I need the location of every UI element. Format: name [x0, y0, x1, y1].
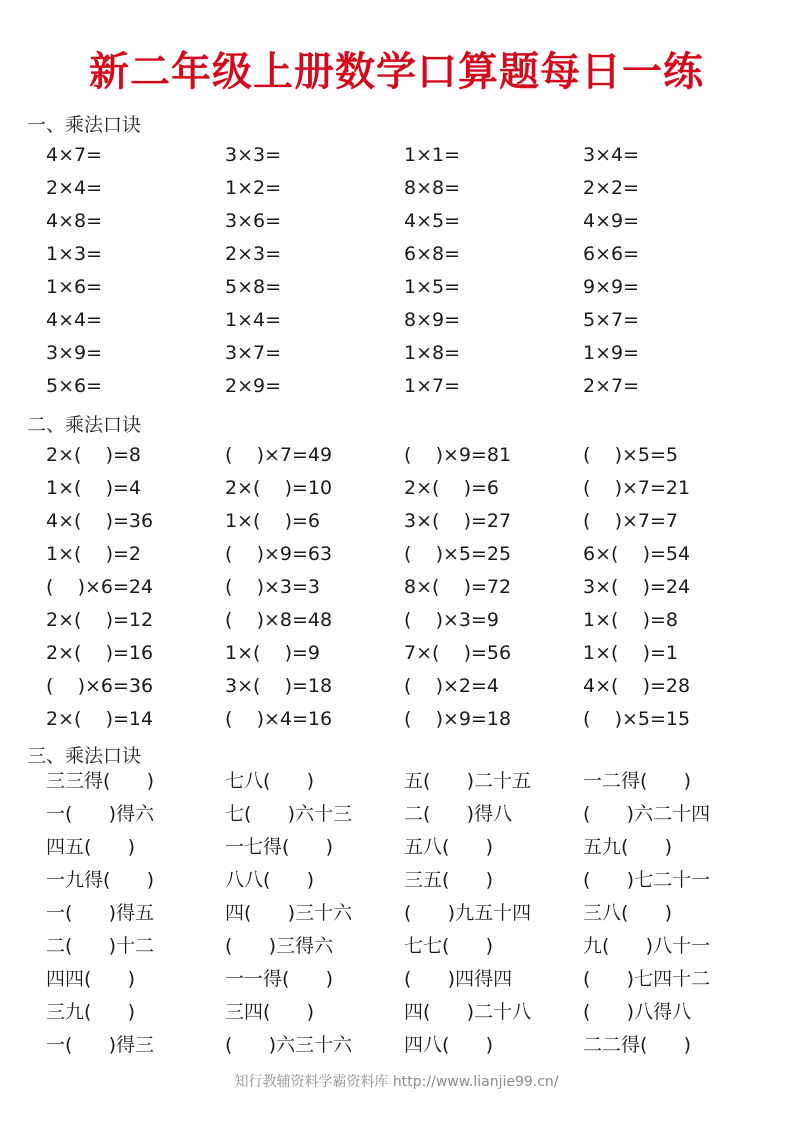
- problem-cell: 3×( )=27: [404, 510, 512, 532]
- problem-cell: 3×6=: [225, 210, 282, 232]
- problem-cell: 七八( ): [225, 770, 315, 792]
- problem-cell: 1×9=: [583, 342, 640, 364]
- problem-cell: 九( )八十一: [583, 935, 711, 957]
- problem-cell: 二( )十二: [46, 935, 155, 957]
- problem-cell: 七( )六十三: [225, 803, 353, 825]
- problem-cell: 七七( ): [404, 935, 494, 957]
- problem-cell: ( )三得六: [225, 935, 334, 957]
- problem-cell: 1×( )=8: [583, 609, 678, 631]
- problem-cell: 6×6=: [583, 243, 640, 265]
- problem-cell: 一九得( ): [46, 869, 155, 891]
- problem-cell: 四八( ): [404, 1034, 494, 1056]
- problem-cell: 三四( ): [225, 1001, 315, 1023]
- problem-cell: 1×( )=6: [225, 510, 320, 532]
- problem-cell: 9×9=: [583, 276, 640, 298]
- problem-cell: 8×8=: [404, 177, 461, 199]
- problem-cell: 二( )得八: [404, 803, 513, 825]
- problem-cell: 4×4=: [46, 309, 103, 331]
- problem-cell: 三五( ): [404, 869, 494, 891]
- problem-cell: 五九( ): [583, 836, 673, 858]
- problem-cell: ( )×3=3: [225, 576, 320, 598]
- problem-cell: ( )×8=48: [225, 609, 333, 631]
- problem-cell: 4×7=: [46, 144, 103, 166]
- problem-cell: ( )×7=7: [583, 510, 678, 532]
- problem-cell: 3×3=: [225, 144, 282, 166]
- problem-cell: 1×2=: [225, 177, 282, 199]
- problem-cell: 三九( ): [46, 1001, 136, 1023]
- problem-cell: 三三得( ): [46, 770, 155, 792]
- problem-cell: 8×9=: [404, 309, 461, 331]
- problem-cell: ( )×5=5: [583, 444, 678, 466]
- problem-cell: 5×8=: [225, 276, 282, 298]
- problem-cell: 4×( )=36: [46, 510, 154, 532]
- section-2-heading: 二、乘法口诀: [27, 414, 142, 436]
- problem-cell: 2×7=: [583, 375, 640, 397]
- problem-cell: 三八( ): [583, 902, 673, 924]
- section-3-grid: [46, 765, 786, 1062]
- problem-cell: ( )八得八: [583, 1001, 692, 1023]
- problem-cell: 1×8=: [404, 342, 461, 364]
- problem-cell: ( )×7=49: [225, 444, 333, 466]
- problem-cell: 一二得( ): [583, 770, 692, 792]
- problem-cell: 1×1=: [404, 144, 461, 166]
- section-1-grid: [46, 139, 786, 403]
- problem-cell: 五( )二十五: [404, 770, 532, 792]
- problem-cell: 1×7=: [404, 375, 461, 397]
- section-2-grid: [46, 439, 786, 736]
- problem-cell: ( )六三十六: [225, 1034, 353, 1056]
- problem-cell: 2×( )=6: [404, 477, 499, 499]
- problem-cell: ( )六二十四: [583, 803, 711, 825]
- problem-cell: 一( )得六: [46, 803, 155, 825]
- footer-watermark: 知行教辅资料学霸资料库 http://www.lianjie99.cn/: [234, 1074, 559, 1090]
- problem-cell: 一( )得五: [46, 902, 155, 924]
- problem-cell: 二二得( ): [583, 1034, 692, 1056]
- problem-cell: 7×( )=56: [404, 642, 512, 664]
- problem-cell: 一七得( ): [225, 836, 334, 858]
- problem-cell: 6×( )=54: [583, 543, 691, 565]
- problem-cell: 2×( )=12: [46, 609, 154, 631]
- problem-cell: 2×( )=10: [225, 477, 333, 499]
- problem-cell: 一一得( ): [225, 968, 334, 990]
- problem-cell: 2×( )=16: [46, 642, 154, 664]
- problem-cell: 2×( )=14: [46, 708, 154, 730]
- problem-cell: ( )四得四: [404, 968, 513, 990]
- problem-cell: 5×6=: [46, 375, 103, 397]
- problem-cell: ( )×4=16: [225, 708, 333, 730]
- problem-cell: 3×( )=24: [583, 576, 691, 598]
- problem-cell: 3×( )=18: [225, 675, 333, 697]
- problem-cell: 四( )二十八: [404, 1001, 532, 1023]
- problem-cell: 1×6=: [46, 276, 103, 298]
- section-1-heading: 一、乘法口诀: [27, 114, 142, 136]
- problem-cell: ( )×9=63: [225, 543, 333, 565]
- problem-cell: 4×( )=28: [583, 675, 691, 697]
- section-3-heading: 三、乘法口诀: [27, 745, 142, 767]
- problem-cell: 1×3=: [46, 243, 103, 265]
- problem-cell: ( )×5=15: [583, 708, 691, 730]
- problem-cell: 5×7=: [583, 309, 640, 331]
- problem-cell: 四四( ): [46, 968, 136, 990]
- problem-cell: 4×5=: [404, 210, 461, 232]
- problem-cell: 8×( )=72: [404, 576, 512, 598]
- problem-cell: ( )×7=21: [583, 477, 691, 499]
- problem-cell: 1×5=: [404, 276, 461, 298]
- problem-cell: 2×9=: [225, 375, 282, 397]
- problem-cell: ( )七四十二: [583, 968, 711, 990]
- problem-cell: 3×4=: [583, 144, 640, 166]
- problem-cell: 6×8=: [404, 243, 461, 265]
- problem-cell: ( )×6=36: [46, 675, 154, 697]
- problem-cell: ( )×6=24: [46, 576, 154, 598]
- problem-cell: 四( )三十六: [225, 902, 353, 924]
- problem-cell: ( )×3=9: [404, 609, 499, 631]
- problem-cell: 2×2=: [583, 177, 640, 199]
- problem-cell: 3×9=: [46, 342, 103, 364]
- problem-cell: 2×3=: [225, 243, 282, 265]
- problem-cell: ( )七二十一: [583, 869, 711, 891]
- problem-cell: 五八( ): [404, 836, 494, 858]
- problem-cell: 3×7=: [225, 342, 282, 364]
- problem-cell: 1×( )=2: [46, 543, 141, 565]
- problem-cell: 八八( ): [225, 869, 315, 891]
- problem-cell: ( )×2=4: [404, 675, 499, 697]
- problem-cell: 4×8=: [46, 210, 103, 232]
- problem-cell: ( )×5=25: [404, 543, 512, 565]
- problem-cell: 2×4=: [46, 177, 103, 199]
- problem-cell: ( )×9=81: [404, 444, 512, 466]
- problem-cell: ( )九五十四: [404, 902, 532, 924]
- problem-cell: 1×( )=4: [46, 477, 141, 499]
- problem-cell: ( )×9=18: [404, 708, 512, 730]
- problem-cell: 1×( )=9: [225, 642, 320, 664]
- problem-cell: 一( )得三: [46, 1034, 155, 1056]
- problem-cell: 2×( )=8: [46, 444, 141, 466]
- problem-cell: 4×9=: [583, 210, 640, 232]
- page-title: 新二年级上册数学口算题每日一练: [89, 48, 704, 95]
- problem-cell: 1×4=: [225, 309, 282, 331]
- problem-cell: 1×( )=1: [583, 642, 678, 664]
- problem-cell: 四五( ): [46, 836, 136, 858]
